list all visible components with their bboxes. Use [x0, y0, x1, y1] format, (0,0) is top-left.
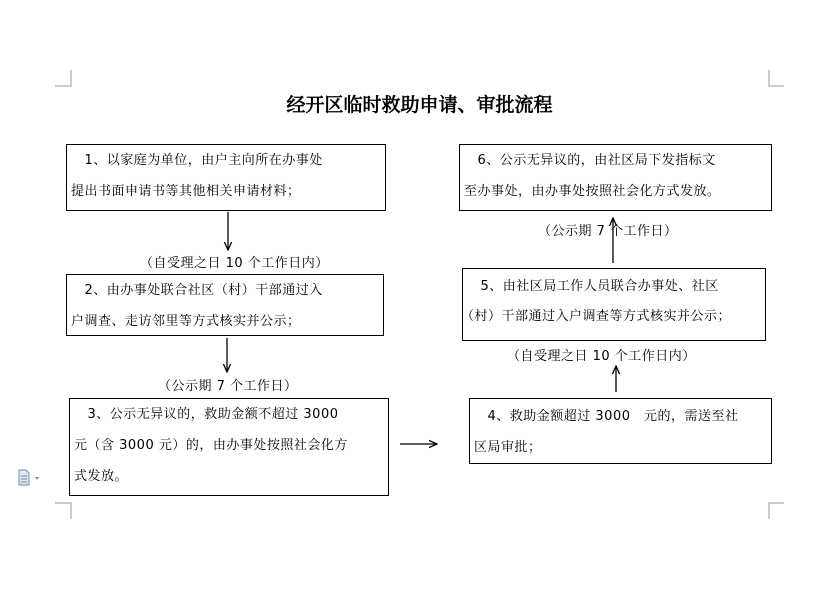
note-step1-to-step2: （自受理之日 10 个工作日内）: [140, 256, 329, 271]
step-3-line-1: 3、公示无异议的，救助金额不超过 3000: [74, 407, 339, 422]
note-step2-to-step3: （公示期 7 个工作日）: [158, 379, 298, 394]
step-6-line-1: 6、公示无异议的，由社区局下发指标文: [464, 153, 716, 168]
step-4-line-1: 4、救助金额超过 3000 元的，需送至社: [474, 409, 739, 424]
step-1-line-1: 1、以家庭为单位，由户主向所在办事处: [71, 153, 323, 168]
step-4-line-2: 区局审批；: [474, 440, 542, 455]
step-3-line-3: 式发放。: [74, 469, 129, 484]
step-2-line-1: 2、由办事处联合社区（村）干部通过入: [71, 283, 323, 298]
step-5-line-1: 5、由社区局工作人员联合办事处、社区: [467, 279, 719, 294]
step-3-line-2: 元（含 3000 元）的，由办事处按照社会化方: [74, 438, 348, 453]
page-corner-marks: [55, 70, 784, 519]
step-5-line-2: （村）干部通过入户调查等方式核实并公示；: [461, 309, 732, 324]
chevron-down-icon: [35, 477, 39, 480]
step-1-line-2: 提出书面申请书等其他相关申请材料；: [71, 184, 301, 199]
note-step5-to-step6: （公示期 7 个工作日）: [538, 224, 678, 239]
note-step4-to-step5: （自受理之日 10 个工作日内）: [507, 349, 696, 364]
step-2-line-2: 户调查、走访邻里等方式核实并公示；: [71, 314, 301, 329]
step-6-line-2: 至办事处，由办事处按照社会化方式发放。: [464, 184, 721, 199]
document-icon[interactable]: [16, 469, 46, 487]
page-title: 经开区临时救助申请、审批流程: [286, 94, 553, 116]
